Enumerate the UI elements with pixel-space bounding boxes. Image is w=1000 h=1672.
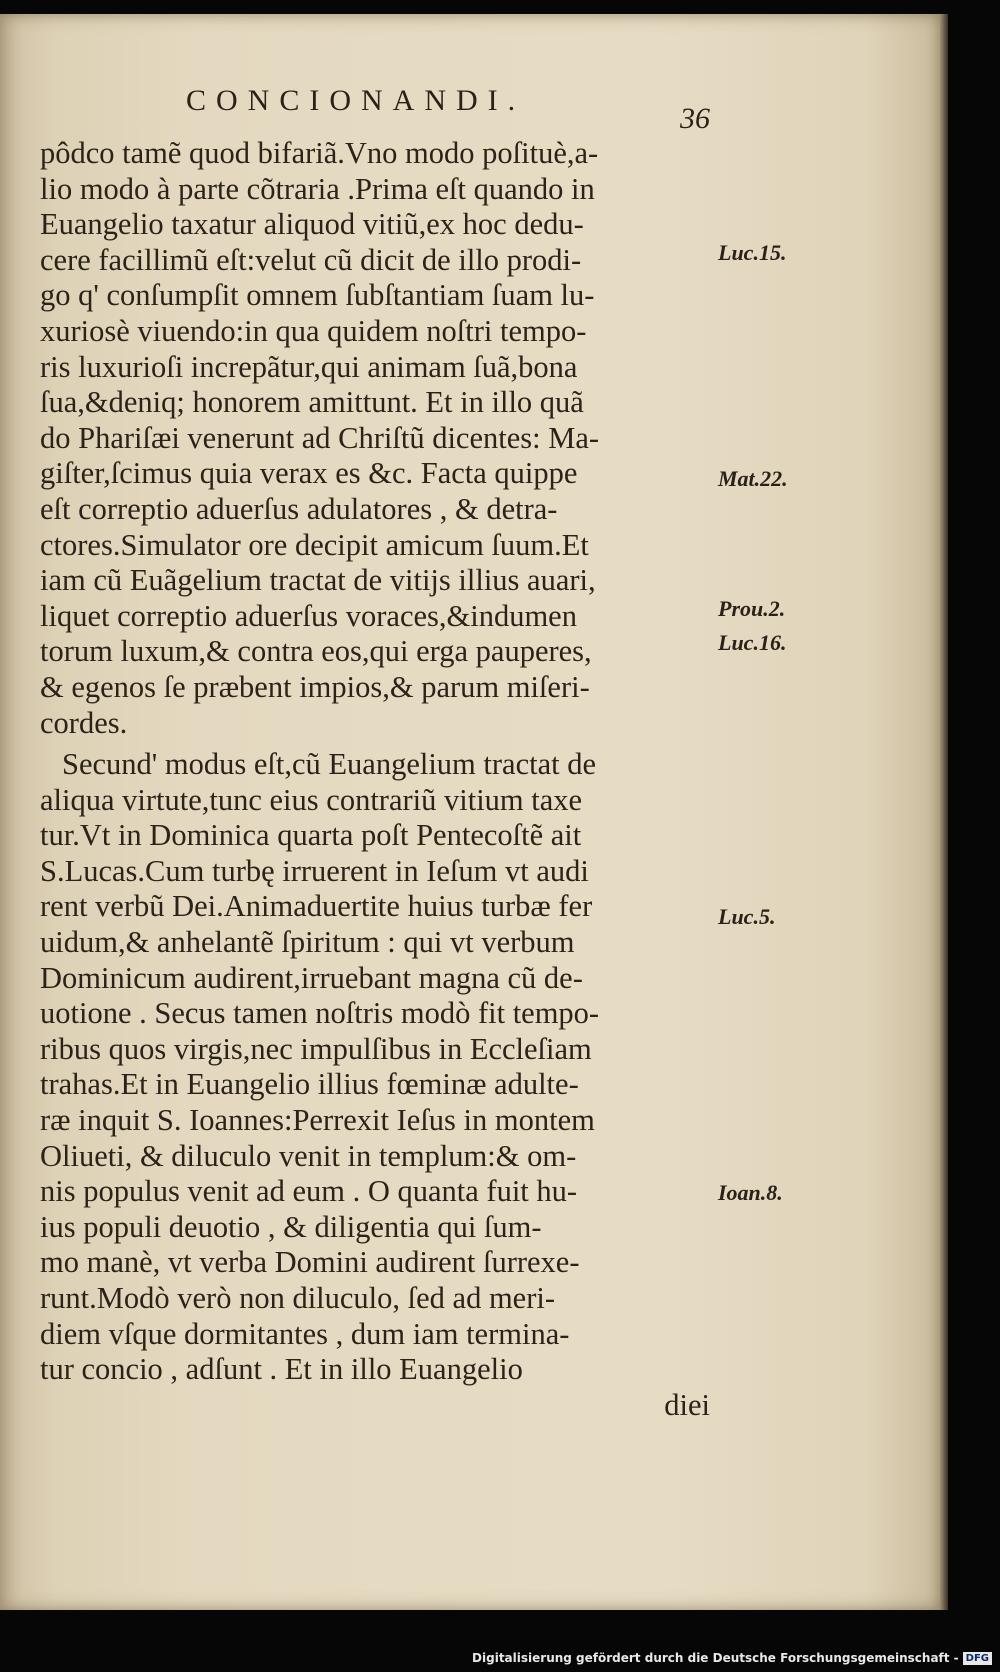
text-line: liquet correptio aduerſus voraces,&indumen bbox=[40, 598, 577, 633]
text-line: nis populus venit ad eum . O quanta fuit hu- bbox=[40, 1174, 578, 1209]
text-line: Secund' modus eſt,cũ Euangelium tractat de bbox=[62, 747, 597, 782]
marginal-note: Ioan.8. bbox=[718, 1180, 783, 1205]
text-line: cordes. bbox=[40, 705, 128, 740]
text-line: giſter,ſcimus quia verax es &c. Facta quippe bbox=[40, 456, 578, 491]
text-line: Oliueti, & diluculo venit in templum:& om- bbox=[40, 1138, 577, 1173]
running-head: CONCIONANDI. bbox=[186, 84, 526, 117]
text-line: ctores.Simulator ore decipit amicum ſuum.Et bbox=[40, 527, 589, 562]
text-line: uotione . Secus tamen noſtris modò fit tempo- bbox=[40, 996, 600, 1031]
text-line: Euangelio taxatur aliquod vitiũ,ex hoc dedu- bbox=[40, 207, 584, 242]
text-line: ribus quos virgis,nec impulſibus in Eccleſiam bbox=[40, 1031, 592, 1066]
text-line: rent verbũ Dei.Animaduertite huius turbæ fer bbox=[40, 889, 593, 924]
catchword: diei bbox=[664, 1387, 710, 1422]
dfg-logo-icon: DFG bbox=[963, 1652, 992, 1665]
text-line: cere facillimũ eſt:velut cũ dicit de illo prodi- bbox=[40, 242, 582, 277]
text-line: pôdco tamẽ quod bifariã.Vno modo poſituè,a- bbox=[40, 136, 599, 170]
text-line: trahas.Et in Euangelio illius fœminæ adulte- bbox=[40, 1067, 579, 1102]
text-line: tur.Vt in Dominica quarta poſt Pentecoſtẽ ait bbox=[40, 818, 582, 853]
marginal-note: Luc.15. bbox=[718, 240, 787, 265]
text-line: tur concio , adſunt . Et in illo Euangelio bbox=[40, 1352, 523, 1387]
digitization-credit bbox=[472, 1651, 992, 1665]
text-line: go q' conſumpſit omnem ſubſtantiam ſuam lu- bbox=[40, 278, 595, 313]
text-line: iam cũ Euãgelium tractat de vitijs illius auari, bbox=[40, 563, 596, 598]
credit-text: Digitalisierung gefördert durch die Deutsche Forschungsgemeinschaft - bbox=[472, 1651, 959, 1665]
main-text-block bbox=[40, 136, 720, 1423]
page-number: 36 bbox=[680, 102, 710, 135]
text-line: & egenos ſe præbent impios,& parum miſeri- bbox=[40, 669, 590, 704]
marginal-note: Luc.16. bbox=[718, 630, 787, 655]
page-edge bbox=[940, 14, 948, 1610]
text-line: ſua,&deniq; honorem amittunt. Et in illo quã bbox=[40, 385, 584, 420]
text-line: mo manè, vt verba Domini audirent ſurrexe- bbox=[40, 1245, 580, 1280]
text-line: Dominicum audirent,irruebant magna cũ de- bbox=[40, 960, 583, 995]
marginal-note: Mat.22. bbox=[718, 466, 788, 491]
text-line: ius populi deuotio , & diligentia qui ſum- bbox=[40, 1209, 542, 1244]
text-line: S.Lucas.Cum turbę irruerent in Ieſum vt audi bbox=[40, 853, 589, 888]
text-line: ris luxurioſi increpãtur,qui animam ſuã,bona bbox=[40, 349, 578, 384]
text-line: eſt correptio aduerſus adulatores , & detra- bbox=[40, 491, 558, 526]
marginal-note: Prou.2. bbox=[718, 596, 786, 621]
text-line: xuriosè viuendo:in qua quidem noſtri tempo- bbox=[40, 313, 587, 348]
text-line: uidum,& anhelantẽ ſpiritum : qui vt verbum bbox=[40, 925, 575, 960]
marginal-note: Luc.5. bbox=[718, 904, 776, 929]
text-line: do Phariſæi venerunt ad Chriſtũ dicentes: Ma- bbox=[40, 420, 600, 455]
text-line: runt.Modò verò non diluculo, ſed ad meri- bbox=[40, 1281, 556, 1315]
text-line: torum luxum,& contra eos,qui erga pauperes, bbox=[40, 634, 592, 669]
text-line: diem vſque dormitantes , dum iam termina- bbox=[40, 1316, 570, 1351]
text-line: aliqua virtute,tunc eius contrariũ vitium taxe bbox=[40, 782, 583, 817]
text-line: lio modo à parte cõtraria .Prima eſt quando in bbox=[40, 171, 595, 206]
text-line: ræ inquit S. Ioannes:Perrexit Ieſus in montem bbox=[40, 1103, 595, 1138]
